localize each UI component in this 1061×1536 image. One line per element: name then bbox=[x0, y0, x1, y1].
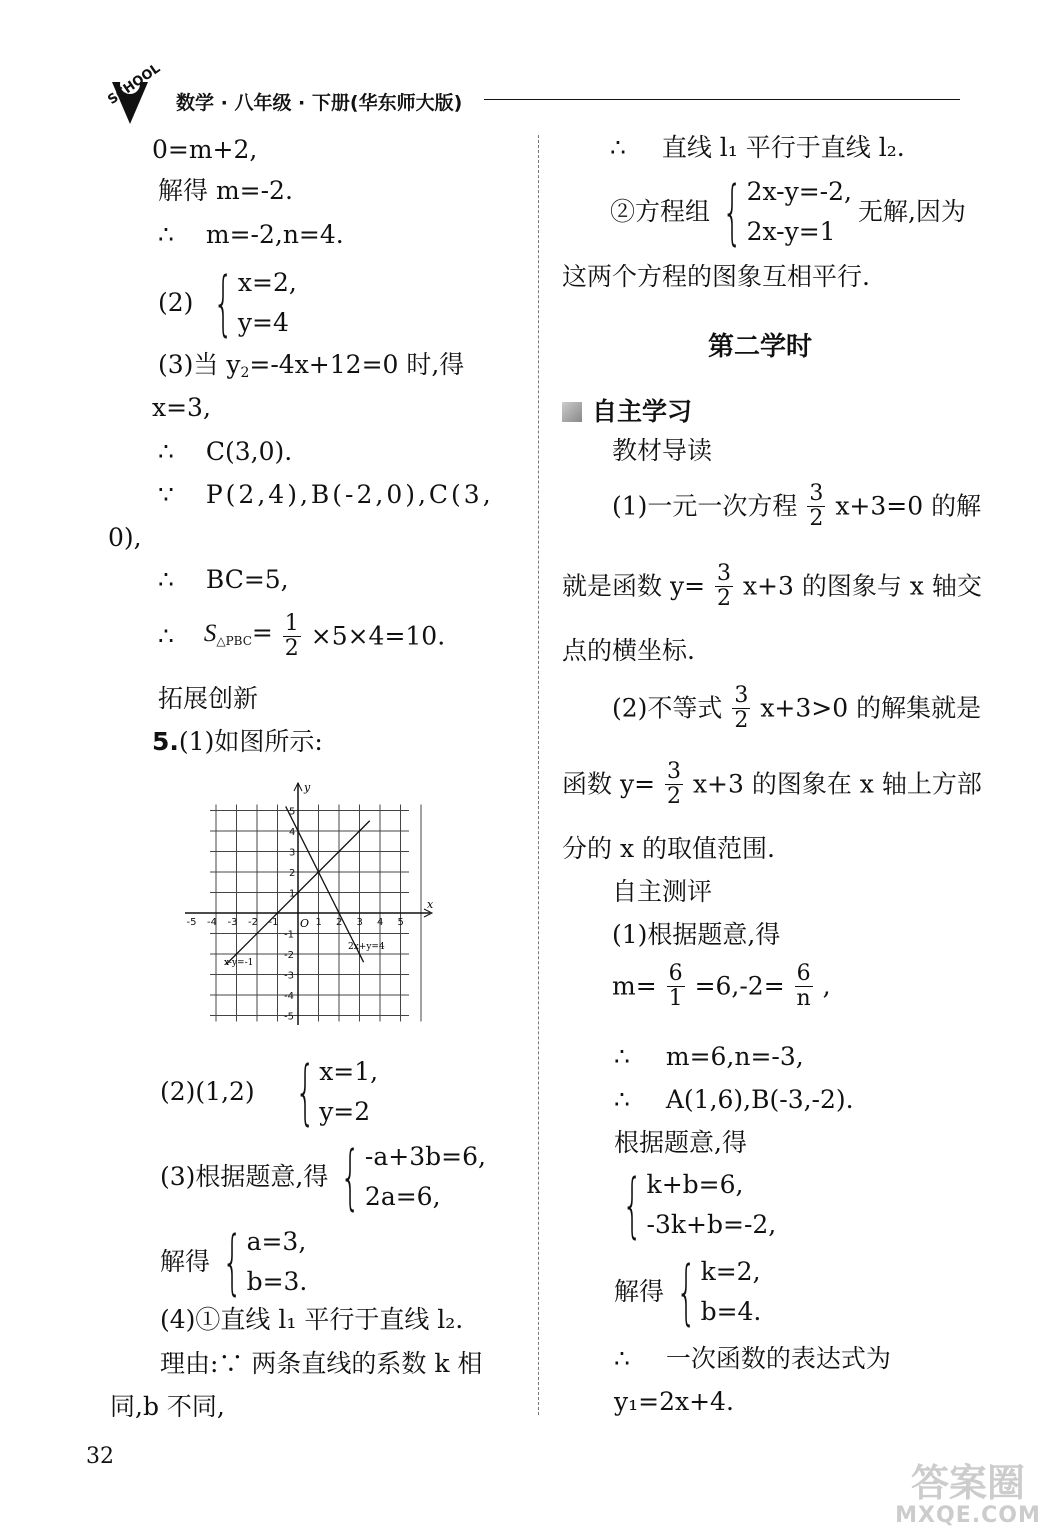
fraction bbox=[283, 612, 301, 661]
text-part: m= bbox=[612, 971, 657, 1001]
problem-number: 5. bbox=[152, 727, 179, 756]
left-line-10 bbox=[158, 565, 289, 595]
denominator: 2 bbox=[809, 506, 824, 531]
header-title: 数学 · 八年级 · 下册(华东师大版) bbox=[176, 92, 463, 114]
left-line-13 bbox=[152, 727, 323, 757]
line1-label: x-y=-1 bbox=[224, 958, 254, 968]
right-line-1-text: 直线 l₁ 平行于直线 l₂. bbox=[661, 133, 905, 162]
eq-row: 2x-y=1 bbox=[746, 217, 836, 246]
text-part: , bbox=[822, 971, 831, 1001]
right-line-17 bbox=[610, 1165, 776, 1245]
fraction bbox=[715, 562, 733, 611]
column-divider bbox=[538, 135, 539, 1415]
right-line-5 bbox=[612, 482, 981, 531]
right-line-11: 自主测评 bbox=[612, 877, 713, 906]
fraction bbox=[665, 760, 683, 809]
subscript: △PBC bbox=[216, 633, 252, 648]
right-line-4: 教材导读 bbox=[612, 436, 713, 465]
watermark-url: MXQE.COM bbox=[895, 1503, 1041, 1528]
left-line-5 bbox=[158, 350, 464, 388]
eq-row: 2x-y=-2, bbox=[746, 177, 852, 206]
left-line-19: 同,b 不同, bbox=[110, 1392, 225, 1421]
eq-row: x=1, bbox=[319, 1057, 379, 1086]
section-square-icon bbox=[562, 402, 582, 422]
right-line-14 bbox=[614, 1042, 804, 1072]
denominator: 2 bbox=[734, 708, 749, 733]
text-part: =-4x+12=0 时,得 bbox=[249, 350, 465, 379]
school-pin-icon bbox=[98, 62, 162, 132]
numerator: 3 bbox=[809, 481, 824, 506]
left-line-3 bbox=[158, 220, 344, 250]
text-part: ×5×4=10. bbox=[310, 621, 446, 651]
left-line-8 bbox=[158, 480, 494, 510]
left-line-2: 解得 m=-2. bbox=[158, 176, 293, 205]
left-line-10-text: BC=5, bbox=[205, 565, 289, 594]
x-tick-label: 5 bbox=[397, 917, 404, 928]
eq-row: b=3. bbox=[246, 1267, 308, 1296]
right-line-7: 点的横坐标. bbox=[562, 636, 695, 665]
right-line-9 bbox=[562, 760, 982, 809]
because-symbol: ∵ bbox=[158, 480, 174, 509]
y-tick-label: 1 bbox=[289, 888, 296, 900]
x-tick-label: -1 bbox=[268, 917, 279, 928]
x-axis-label: x bbox=[427, 898, 434, 911]
left-line-17: (4)①直线 l₁ 平行于直线 l₂. bbox=[160, 1305, 464, 1334]
denominator: n bbox=[796, 986, 811, 1011]
right-line-2 bbox=[610, 172, 966, 252]
text-part: x+3 的图象与 x 轴交 bbox=[742, 571, 982, 601]
right-line-15 bbox=[614, 1085, 854, 1115]
text-part: x+3>0 的解集就是 bbox=[760, 693, 982, 723]
item-label: (3)根据题意,得 bbox=[160, 1162, 329, 1191]
left-line-18: 理由:∵ 两条直线的系数 k 相 bbox=[160, 1349, 483, 1378]
therefore-symbol: ∴ bbox=[158, 437, 174, 466]
right-line-12: (1)根据题意,得 bbox=[612, 920, 781, 949]
eq-row: k+b=6, bbox=[646, 1170, 744, 1199]
header-rule bbox=[484, 99, 960, 100]
watermark bbox=[880, 1462, 1056, 1532]
eq-row: x=2, bbox=[237, 268, 297, 297]
eq-row: -3k+b=-2, bbox=[646, 1210, 777, 1239]
therefore-symbol: ∴ bbox=[158, 220, 174, 249]
section-title: 第二学时 bbox=[708, 332, 813, 362]
right-line-1 bbox=[610, 133, 905, 163]
equation-system: { 2x-y=-2, 2x-y=1 bbox=[722, 171, 852, 253]
left-line-14 bbox=[160, 1052, 378, 1132]
left-line-12: 拓展创新 bbox=[158, 684, 259, 713]
right-line-6 bbox=[562, 562, 982, 611]
x-tick-label: -5 bbox=[186, 917, 197, 928]
y-tick-label: -4 bbox=[284, 991, 294, 1002]
item-label: ②方程组 bbox=[610, 197, 711, 226]
y-tick-label: 4 bbox=[289, 827, 296, 838]
header-logo bbox=[98, 62, 162, 132]
right-line-14-text: m=6,n=-3, bbox=[665, 1042, 804, 1071]
denominator: 2 bbox=[666, 784, 681, 809]
eq-row: k=2, bbox=[700, 1257, 761, 1286]
equation-system: { k+b=6, -3k+b=-2, bbox=[622, 1164, 777, 1246]
denominator: 1 bbox=[668, 986, 683, 1011]
subscript: 2 bbox=[240, 365, 250, 381]
y-tick-label: 2 bbox=[289, 868, 296, 879]
x-tick-label: 2 bbox=[336, 917, 343, 928]
right-line-19-text: 一次函数的表达式为 bbox=[665, 1344, 891, 1373]
left-line-7-text: C(3,0). bbox=[205, 437, 293, 466]
left-line-16 bbox=[160, 1222, 307, 1302]
text-part: (2)不等式 bbox=[612, 693, 723, 723]
coordinate-graph bbox=[180, 775, 440, 1035]
y-tick-label: -3 bbox=[284, 970, 294, 982]
text-part: 函数 y= bbox=[562, 769, 656, 799]
right-line-3: 这两个方程的图象互相平行. bbox=[562, 262, 870, 291]
left-line-1: 0=m+2, bbox=[152, 135, 258, 164]
numerator: 3 bbox=[716, 561, 731, 586]
page-number: 32 bbox=[86, 1444, 114, 1469]
right-line-8 bbox=[612, 684, 981, 733]
left-line-15 bbox=[160, 1137, 486, 1217]
right-line-16: 根据题意,得 bbox=[614, 1128, 747, 1157]
x-tick-label: -2 bbox=[248, 917, 258, 928]
left-line-7 bbox=[158, 437, 292, 467]
text-part: (1)一元一次方程 bbox=[612, 491, 798, 521]
right-line-19 bbox=[614, 1344, 891, 1374]
item-label: 解得 bbox=[160, 1247, 211, 1276]
eq-row: y=4 bbox=[237, 308, 289, 337]
left-line-9: 0), bbox=[108, 523, 142, 552]
left-line-13-text: (1)如图所示: bbox=[178, 727, 323, 756]
text-part: 无解,因为 bbox=[857, 197, 966, 226]
x-tick-label: 4 bbox=[377, 917, 384, 928]
y-tick-label: -5 bbox=[284, 1011, 294, 1023]
item-label: (2)(1,2) bbox=[160, 1077, 255, 1106]
therefore-symbol: ∴ bbox=[614, 1344, 630, 1373]
text-part: (3)当 y bbox=[158, 350, 241, 379]
area-symbol: S bbox=[203, 619, 217, 647]
y-axis-label: y bbox=[304, 781, 311, 794]
origin-label: O bbox=[300, 917, 310, 930]
right-line-15-text: A(1,6),B(-3,-2). bbox=[665, 1085, 854, 1114]
left-line-8-text: P(2,4),B(-2,0),C(3, bbox=[205, 480, 494, 509]
eq-row: b=4. bbox=[700, 1297, 762, 1326]
equation-system: { a=3, b=3. bbox=[222, 1221, 308, 1303]
denominator: 2 bbox=[716, 586, 731, 611]
right-line-10: 分的 x 的取值范围. bbox=[562, 834, 775, 863]
line2-label: 2x+y=4 bbox=[348, 942, 385, 952]
logo-text: SCHOOL bbox=[105, 62, 162, 108]
equals: = bbox=[251, 617, 273, 647]
left-line-4 bbox=[158, 263, 297, 343]
fraction bbox=[667, 962, 685, 1011]
eq-row: -a+3b=6, bbox=[364, 1142, 486, 1171]
numerator: 1 bbox=[284, 611, 299, 636]
text-part: x+3 的图象在 x 轴上方部 bbox=[692, 769, 982, 799]
therefore-symbol: ∴ bbox=[614, 1085, 630, 1114]
right-line-18 bbox=[614, 1252, 761, 1332]
y-tick-label: -2 bbox=[284, 950, 294, 961]
x-tick-label: -4 bbox=[207, 917, 217, 928]
therefore-symbol: ∴ bbox=[614, 1042, 630, 1071]
equation-system: { x=1, y=2 bbox=[294, 1051, 379, 1133]
x-tick-label: 3 bbox=[356, 917, 363, 928]
sub-section-title bbox=[562, 392, 692, 428]
therefore-symbol: ∴ bbox=[158, 565, 174, 594]
therefore-symbol: ∴ bbox=[158, 621, 174, 651]
y-tick-label: 3 bbox=[289, 847, 296, 859]
eq-row: a=3, bbox=[246, 1227, 307, 1256]
x-tick-label: 1 bbox=[315, 917, 322, 928]
text-part: =6,-2= bbox=[694, 971, 785, 1001]
equation-system: { -a+3b=6, 2a=6, bbox=[340, 1136, 486, 1218]
fraction bbox=[795, 962, 813, 1011]
therefore-symbol: ∴ bbox=[610, 133, 626, 162]
eq-row: 2a=6, bbox=[364, 1182, 441, 1211]
x-tick-label: -3 bbox=[227, 917, 238, 928]
numerator: 6 bbox=[796, 961, 811, 986]
y-tick-label: -1 bbox=[284, 929, 294, 941]
numerator: 3 bbox=[666, 759, 681, 784]
sub-section-text: 自主学习 bbox=[592, 397, 693, 426]
watermark-logo-text: 答案圈 bbox=[910, 1461, 1025, 1505]
numerator: 6 bbox=[668, 961, 683, 986]
denominator: 2 bbox=[284, 636, 299, 661]
y-tick-label: 5 bbox=[289, 806, 296, 818]
equation-system: { x=2, y=4 bbox=[213, 262, 297, 344]
left-line-11 bbox=[158, 612, 445, 661]
fraction bbox=[732, 684, 750, 733]
item-label: (2) bbox=[158, 288, 194, 317]
graph-svg bbox=[180, 775, 440, 1035]
left-line-3-text: m=-2,n=4. bbox=[205, 220, 344, 249]
right-line-20: y₁=2x+4. bbox=[614, 1387, 734, 1416]
left-line-6: x=3, bbox=[152, 393, 211, 422]
item-label: 解得 bbox=[614, 1277, 665, 1306]
text-part: x+3=0 的解 bbox=[835, 491, 982, 521]
fraction bbox=[807, 482, 825, 531]
numerator: 3 bbox=[734, 683, 749, 708]
text-part: 就是函数 y= bbox=[562, 571, 706, 601]
eq-row: y=2 bbox=[319, 1097, 371, 1126]
right-line-13 bbox=[612, 962, 831, 1011]
equation-system: { k=2, b=4. bbox=[676, 1251, 762, 1333]
